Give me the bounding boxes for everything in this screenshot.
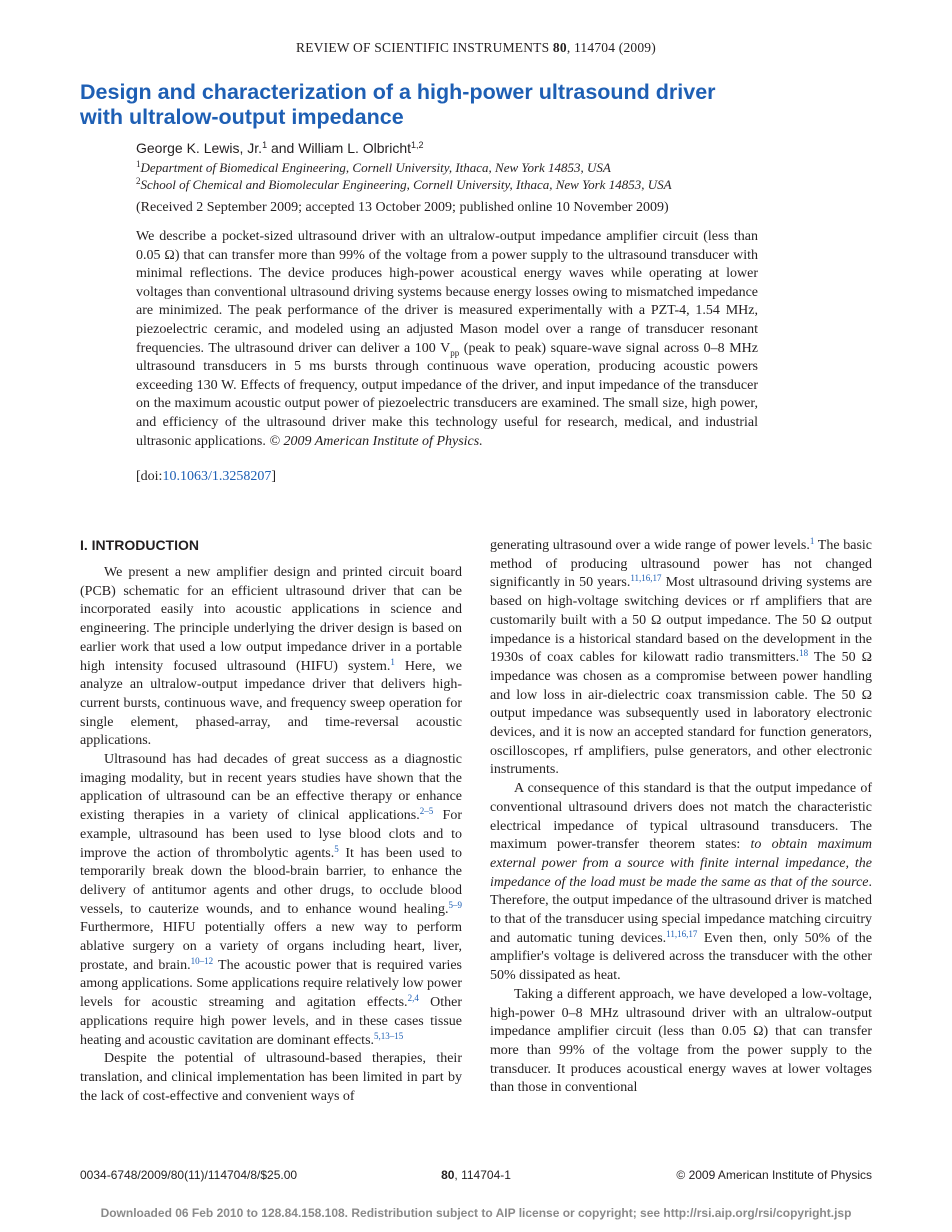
- author-list: [136, 140, 424, 156]
- doi-prefix: doi:: [140, 469, 163, 484]
- paragraph: Despite the potential of ultrasound-based therapies, their translation, and clinical implementation has been limited in part by the lack of cost-effective and convenient ways of: [80, 1051, 462, 1104]
- affiliation-1-text: Department of Biomedical Engineering, Cornell University, Ithaca, New York 14853, USA: [140, 160, 611, 175]
- author-1-affil: 1: [262, 140, 268, 150]
- paper-title: [80, 80, 880, 130]
- left-column: [80, 564, 462, 1106]
- affiliation-1: [136, 159, 611, 176]
- reference-link[interactable]: 1: [809, 536, 815, 546]
- affiliation-2-mark: 2: [136, 176, 141, 186]
- paragraph: Taking a different approach, we have developed a low-voltage, high-power 0–8 MHz ultrasound driver with an ultralow-output impedance amplifier circuit (less than 0.05 Ω) that can transfer more than 99% of the voltage from the power supply to the transducer. It produces acoustical energy waves at lower voltages than those in conventional: [490, 986, 872, 1096]
- affiliation-2: [136, 176, 672, 193]
- reference-link[interactable]: 2,4: [407, 993, 419, 1004]
- download-notice: Downloaded 06 Feb 2010 to 128.84.158.108. Redistribution subject to AIP license or copyright; see http://rsi.aip.org/rsi/copyright.jsp: [100, 1206, 852, 1220]
- reference-link[interactable]: 5: [334, 843, 339, 854]
- paragraph: We present a new amplifier design and printed circuit board (PCB) schematic for an efficient ultrasound driver that can be incorporated easily into acoustic applications in science and engineering. The principle underlying the driver design is based on earlier work that used a low output impedance driver in a portable high intensity focused ultrasound (HIFU) system.$^1$ Here, we analyze an ultralow-output impedance driver that delivers high-current bursts, continuous wave, and frequency sweep operation for single element, phased-array, and time-reversal acoustic applications.: [80, 565, 462, 749]
- doi-link[interactable]: 10.1063/1.3258207: [162, 469, 272, 484]
- reference-link[interactable]: 11,16,17: [630, 573, 662, 584]
- abstract-text-2: (peak to peak) square-wave signal across 0–8 MHz ultrasound transducers in 5 ms bursts through continuous wave operation, producing acoustic powers exceeding 130 W. Effects of frequency, output impedance of the driver, and input impedance of the transducer on the maximum acoustic output power of piezoelectric transducers are examined. The small size, high power, and efficiency of the ultrasound driver make this technology useful for research, medical, and industrial ultrasonic applications.: [136, 340, 758, 449]
- author-2: and William L. Olbricht: [267, 140, 412, 156]
- paragraph: Ultrasound has had decades of great success as a diagnostic imaging modality, but in recent years studies have shown that the application of ultrasound can be an effective therapy or enhance existing therapies in a variety of clinical applications.$^{2-5}$ For example, ultrasound has been used to lyse blood clots and to improve the action of thrombolytic agents.$^5$ It has been used to temporarily break down the blood-brain barrier, to enhance the delivery of antitumor agents and other drugs, to occlude blood vessels, to cauterize wounds, and to enhance wound healing.$^{5-9}$ Furthermore, HIFU potentially offers a new way to perform ablative surgery on a variety of organs including heart, liver, prostate, and brain.$^{10-12}$ The acoustic power that is required varies among applications. Some applications require relatively low power levels for acoustic streaming and agitation effects.$^{2,4}$ Other applications require high power levels, and in these cases tissue heating and acoustic cavitation are dominant effects.$^{5,13-15}$: [80, 752, 462, 1048]
- doi-line: [doi:10.1063/1.3258207]: [136, 469, 277, 484]
- title-line-2: with ultralow-output impedance: [80, 105, 404, 129]
- abstract-copyright: © 2009 American Institute of Physics.: [265, 433, 483, 449]
- section-heading: I. INTRODUCTION: [80, 537, 199, 553]
- reference-link[interactable]: 5,13–15: [374, 1030, 404, 1041]
- reference-link[interactable]: 10–12: [190, 955, 214, 966]
- abstract-text-1: We describe a pocket-sized ultrasound driver with an ultralow-output impedance amplifier circuit (less than 0.05 Ω) that can transfer more than 99% of the voltage from a power supply to the ultrasound transducer with minimal reflections. The device produces high-power acoustical energy waves while operating at lower voltages than conventional ultrasound driving systems because energy losses owing to mismatched impedance are minimized. The peak performance of the driver is measured experimentally with a PZT-4, 1.54 MHz, piezoelectric ceramic, and modeled using an adjusted Mason model over a range of transducer resonant frequencies. The ultrasound driver can deliver a 100 V: [136, 229, 758, 356]
- paragraph: generating ultrasound over a wide range of power levels.$^1$ The basic method of producing ultrasound power has not changed significantly in 50 years.$^{11,16,17}$ Most ultrasound driving systems are based on high-voltage switching devices or rf amplifiers that are customarily built with a 50 Ω output impedance. The 50 Ω output impedance is a historical standard based on the development in the 1930s of coax cables for kilowatt radio transmitters.$^{18}$ The 50 Ω impedance was chosen as a compromise between power handling and low loss in air-dielectric coax transmission cable. The 50 Ω output impedance was subsequently used in laboratory electronic devices, and it is now an accepted standard for function generators, oscilloscopes, rf amplifiers, pulse generators, and other electronic instruments.: [490, 536, 873, 778]
- received-dates: (Received 2 September 2009; accepted 13 October 2009; published online 10 November 2009): [136, 200, 669, 215]
- right-column: [490, 537, 872, 1098]
- journal-volume: 80: [552, 40, 567, 55]
- journal-name: REVIEW OF SCIENTIFIC INSTRUMENTS: [296, 40, 550, 55]
- theorem-statement: to obtain maximum external power from a source with finite internal impedance, the impedance of the load must be made the same as that of the source: [490, 837, 872, 890]
- author-2-affil: 1,2: [411, 140, 424, 150]
- footer-page-number: 80, 114704-1: [441, 1168, 511, 1182]
- author-1: George K. Lewis, Jr.: [136, 140, 263, 156]
- reference-link[interactable]: 5–9: [448, 899, 462, 910]
- abstract-subscript: pp: [450, 347, 460, 358]
- paragraph: A consequence of this standard is that the output impedance of conventional ultrasound drivers does not match the characteristic electrical impedance of typical ultrasound transducers. The maximum power-transfer theorem states: to obtain maximum external power from a source with finite internal impedance, the impedance of the load must be made the same as that of the source. Therefore, the output impedance of the ultrasound driver is matched to that of the transducer using special impedance matching circuitry and automatic tuning devices.$^{11,16,17}$ Even then, only 50% of the amplifier's voltage is delivered across the transducer with the other 50% dissipated as heat.: [490, 781, 872, 984]
- reference-link[interactable]: 2–5: [419, 806, 434, 817]
- reference-link[interactable]: 1: [390, 656, 395, 667]
- footer-copyright: © 2009 American Institute of Physics: [676, 1168, 872, 1182]
- journal-pages: , 114704 (2009): [566, 40, 656, 55]
- reference-link[interactable]: 18: [799, 648, 809, 659]
- running-head: [0, 40, 952, 56]
- footer-issn: 0034-6748/2009/80(11)/114704/8/$25.00: [80, 1168, 298, 1182]
- affiliation-2-text: School of Chemical and Biomolecular Engineering, Cornell University, Ithaca, New York 14853, USA: [140, 177, 672, 192]
- title-line-1: Design and characterization of a high-power ultrasound driver: [80, 80, 716, 104]
- reference-link[interactable]: 11,16,17: [666, 928, 698, 939]
- affiliation-1-mark: 1: [136, 159, 141, 169]
- abstract: [136, 228, 758, 451]
